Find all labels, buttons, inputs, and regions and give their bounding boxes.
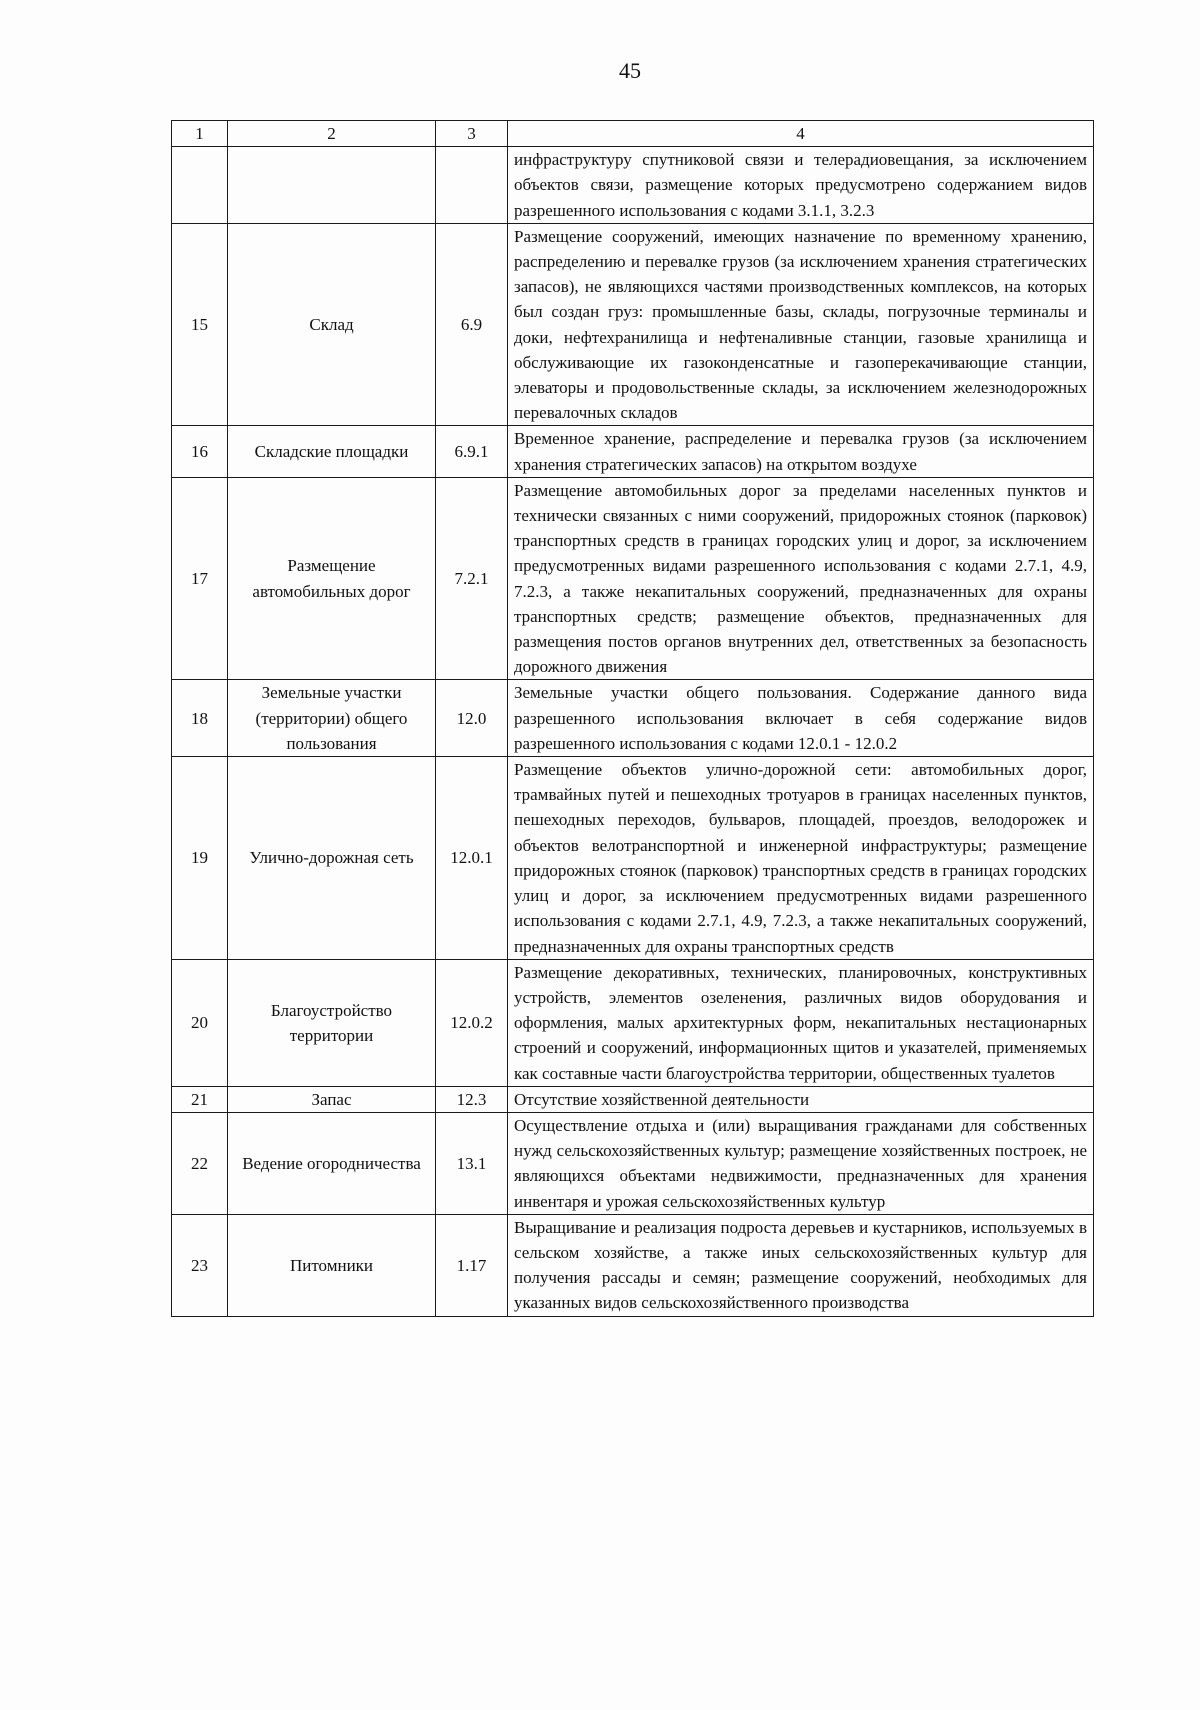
table-row xyxy=(172,147,1094,224)
row-number: 16 xyxy=(172,426,228,477)
row-description: Размещение сооружений, имеющих назначение по временному хранению, распределению и перевалке грузов (за исключением хранения стратегических запасов), не являющихся частями производственных комплексов, на которых был создан груз: промышленные базы, склады, погрузочные терминалы и доки, нефтехранилища и нефтеналивные станции, газовые хранилища и обслуживающие их газоконденсатные и газоперекачивающие станции, элеваторы и продовольственные склады, за исключением железнодорожных перевалочных складов xyxy=(508,223,1094,426)
row-name: Питомники xyxy=(228,1214,436,1316)
row-description: Размещение объектов улично-дорожной сети: автомобильных дорог, трамвайных путей и пешеходных тротуаров в границах населенных пунктов, пешеходных переходов, бульваров, площадей, проездов, велодорожек и объектов велотранспортной и инженерной инфраструктуры; размещение придорожных стоянок (парковок) транспортных средств в границах городских улиц и дорог, за исключением предусмотренных видами разрешенного использования с кодами 2.7.1, 4.9, 7.2.3, а также некапитальных сооружений, предназначенных для охраны транспортных средств xyxy=(508,757,1094,960)
row-code: 6.9 xyxy=(436,223,508,426)
table-row xyxy=(172,757,1094,960)
row-code: 13.1 xyxy=(436,1112,508,1214)
row-number: 23 xyxy=(172,1214,228,1316)
row-number: 15 xyxy=(172,223,228,426)
row-number: 18 xyxy=(172,680,228,757)
row-code: 7.2.1 xyxy=(436,477,508,680)
row-name: Земельные участки (территории) общего пользования xyxy=(228,680,436,757)
row-name: Складские площадки xyxy=(228,426,436,477)
table-row xyxy=(172,477,1094,680)
page-number: 45 xyxy=(619,58,641,83)
header-col-1: 1 xyxy=(172,121,228,147)
row-code: 12.3 xyxy=(436,1086,508,1112)
row-name: Склад xyxy=(228,223,436,426)
header-col-3: 3 xyxy=(436,121,508,147)
row-name: Ведение огородничества xyxy=(228,1112,436,1214)
table-row xyxy=(172,426,1094,477)
row-code: 12.0.2 xyxy=(436,959,508,1086)
row-description: Временное хранение, распределение и перевалка грузов (за исключением хранения стратегических запасов) на открытом воздухе xyxy=(508,426,1094,477)
table-header-row xyxy=(172,121,1094,147)
row-code: 12.0 xyxy=(436,680,508,757)
row-number: 21 xyxy=(172,1086,228,1112)
row-name: Запас xyxy=(228,1086,436,1112)
row-description: Размещение декоративных, технических, планировочных, конструктивных устройств, элементов озеленения, различных видов оборудования и оформления, малых архитектурных форм, некапитальных нестационарных строений и сооружений, информационных щитов и указателей, применяемых как составные части благоустройства территории, общественных туалетов xyxy=(508,959,1094,1086)
row-code: 12.0.1 xyxy=(436,757,508,960)
row-name: Размещение автомобильных дорог xyxy=(228,477,436,680)
row-code xyxy=(436,147,508,224)
header-col-4: 4 xyxy=(508,121,1094,147)
row-number: 22 xyxy=(172,1112,228,1214)
row-description: инфраструктуру спутниковой связи и телерадиовещания, за исключением объектов связи, размещение которых предусмотрено содержанием видов разрешенного использования с кодами 3.1.1, 3.2.3 xyxy=(508,147,1094,224)
row-number xyxy=(172,147,228,224)
table-row xyxy=(172,680,1094,757)
header-col-2: 2 xyxy=(228,121,436,147)
row-name: Благоустройство территории xyxy=(228,959,436,1086)
row-number: 19 xyxy=(172,757,228,960)
row-code: 6.9.1 xyxy=(436,426,508,477)
table-row xyxy=(172,1086,1094,1112)
row-description: Выращивание и реализация подроста деревьев и кустарников, используемых в сельском хозяйстве, а также иных сельскохозяйственных культур для получения рассады и семян; размещение сооружений, необходимых для указанных видов сельскохозяйственного производства xyxy=(508,1214,1094,1316)
row-number: 20 xyxy=(172,959,228,1086)
row-description: Отсутствие хозяйственной деятельности xyxy=(508,1086,1094,1112)
row-name xyxy=(228,147,436,224)
table-row xyxy=(172,959,1094,1086)
row-number: 17 xyxy=(172,477,228,680)
table-row xyxy=(172,223,1094,426)
row-description: Осуществление отдыха и (или) выращивания гражданами для собственных нужд сельскохозяйственных культур; размещение хозяйственных построек, не являющихся объектами недвижимости, предназначенных для хранения инвентаря и урожая сельскохозяйственных культур xyxy=(508,1112,1094,1214)
table-row xyxy=(172,1112,1094,1214)
table-row xyxy=(172,1214,1094,1316)
land-use-table xyxy=(171,120,1094,1317)
row-name: Улично-дорожная сеть xyxy=(228,757,436,960)
row-description: Земельные участки общего пользования. Содержание данного вида разрешенного использования включает в себя содержание видов разрешенного использования с кодами 12.0.1 - 12.0.2 xyxy=(508,680,1094,757)
row-code: 1.17 xyxy=(436,1214,508,1316)
row-description: Размещение автомобильных дорог за пределами населенных пунктов и технически связанных с ними сооружений, придорожных стоянок (парковок) транспортных средств в границах городских улиц и дорог, за исключением предусмотренных видами разрешенного использования с кодами 2.7.1, 4.9, 7.2.3, а также некапитальных сооружений, предназначенных для охраны транспортных средств; размещение объектов, предназначенных для размещения постов органов внутренних дел, ответственных за безопасность дорожного движения xyxy=(508,477,1094,680)
